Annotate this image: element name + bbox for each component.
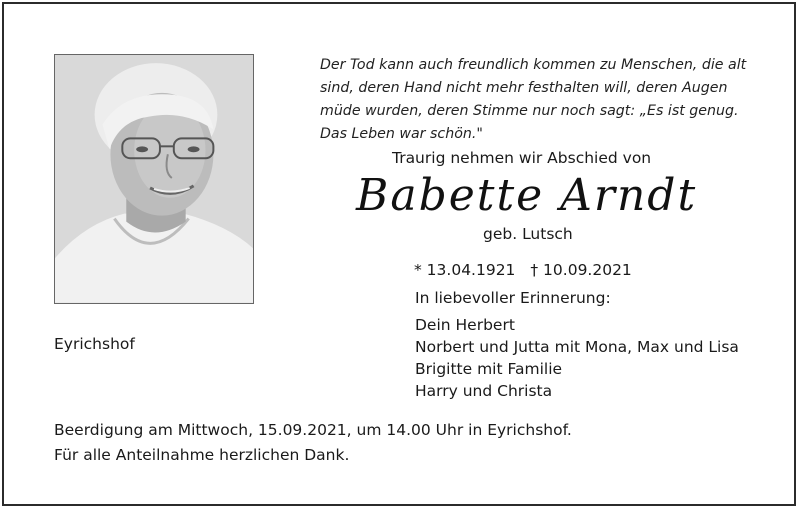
mourner-line: Dein Herbert	[415, 316, 515, 334]
quote-line: Das Leben war schön."	[320, 126, 483, 142]
quote-line: müde wurden, deren Stimme nur noch sagt: „Es ist genug.	[320, 103, 739, 119]
maiden-name: geb. Lutsch	[483, 225, 573, 243]
mourner-line: Norbert und Jutta mit Mona, Max und Lisa	[415, 338, 739, 356]
death-date: † 10.09.2021	[530, 261, 632, 279]
obituary-quote	[320, 54, 780, 146]
life-dates	[414, 261, 632, 279]
obituary-card	[2, 2, 796, 506]
quote-line: sind, deren Hand nicht mehr festhalten will, deren Augen	[320, 80, 728, 96]
mourner-line: Brigitte mit Familie	[415, 360, 563, 378]
birth-date: * 13.04.1921	[414, 261, 516, 279]
funeral-details: Beerdigung am Mittwoch, 15.09.2021, um 14.00 Uhr in Eyrichshof.	[54, 421, 572, 439]
memory-heading: In liebevoller Erinnerung:	[415, 289, 611, 307]
portrait-photo	[54, 54, 254, 304]
mourners-list	[415, 314, 739, 402]
place-name: Eyrichshof	[54, 335, 135, 353]
quote-line: Der Tod kann auch freundlich kommen zu Menschen, die alt	[320, 57, 747, 73]
thanks-line: Für alle Anteilnahme herzlichen Dank.	[54, 446, 350, 464]
funeral-info	[54, 418, 572, 468]
deceased-name: Babette Arndt	[356, 170, 698, 221]
intro-text: Traurig nehmen wir Abschied von	[392, 149, 652, 167]
mourner-line: Harry und Christa	[415, 382, 553, 400]
